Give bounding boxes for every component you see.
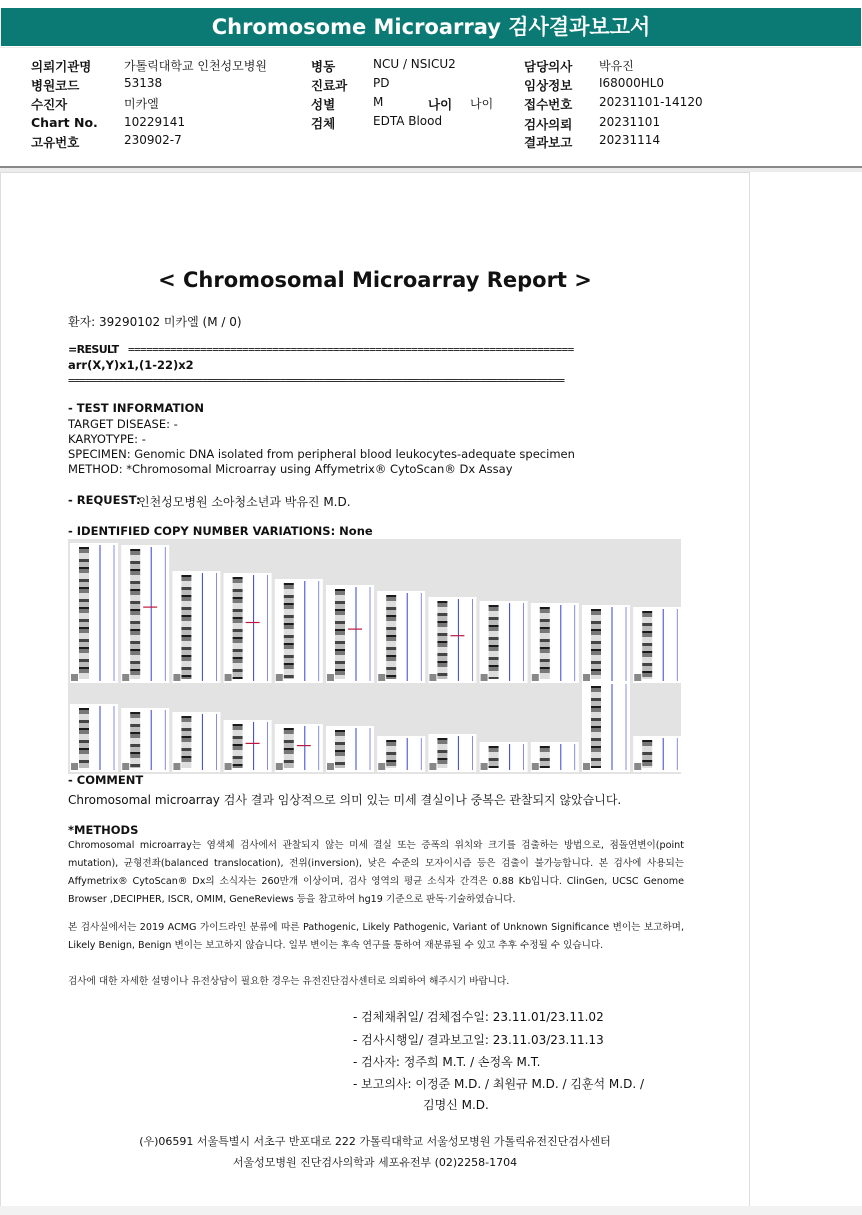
info-value-hospital-code: 53138 [124,76,163,90]
result-rule-top: ========================================================================== [128,343,574,356]
info-value-patient: 미카엘 [124,97,159,111]
request-value: 인천성모병원 소아청소년과 박유진 M.D. [138,495,351,509]
patient-info-panel [0,48,862,168]
report-header-title: Chromosome Microarray 검사결과보고서 [1,8,861,46]
target-disease: TARGET DISEASE: - [68,417,178,431]
top-bar [0,0,862,47]
info-label-ward: 병동 [311,59,336,74]
cnv-heading: - IDENTIFIED COPY NUMBER VARIATIONS: None [68,524,373,538]
result-rule-bottom: ========================================================================================= [68,374,564,387]
info-label-hospital: 의뢰기관명 [31,59,92,74]
info-value-report-date: 20231114 [599,133,661,147]
methods-paragraph-3: 검사에 대한 자세한 설명이나 유전상담이 필요한 경우는 유전진단검사센터로 의뢰하여 해주시기 바랍니다. [68,976,510,987]
info-label-physician: 담당의사 [524,59,573,74]
patient-line: 환자: 39290102 미카엘 (M / 0) [68,315,242,329]
info-value-request-date: 20231101 [599,115,661,129]
test-info-heading: - TEST INFORMATION [68,401,204,415]
info-label-hospital-code: 병원코드 [31,78,80,93]
info-label-report-date: 결과보고 [524,135,573,150]
methods-paragraph-2: 본 검사실에서는 2019 ACMG 가이드라인 분류에 따른 Pathogenic, Likely Pathogenic, Variant of Unknown Significance 변이는 보고하며, Likely Benign, Benign 변이는 보고하지 않습니다. 일부 변이는 후속 연구를 통하여 재분류될 수 있고 추후 수정될 수 있습니다. [68,922,684,951]
reporting-physicians: - 보고의사: 이정준 M.D. / 최원규 M.D. / 김훈석 M.D. / [353,1077,645,1091]
comment-heading: - COMMENT [68,773,144,787]
specimen-line: SPECIMEN: Genomic DNA isolated from peripheral blood leukocytes-adequate specimen [68,447,575,461]
reporting-physician-last: 김명신 M.D. [423,1098,489,1112]
info-label-clinical-info: 임상정보 [524,78,573,93]
request-label: - REQUEST: [68,493,141,507]
info-value-hospital: 가톨릭대학교 인천성모병원 [124,59,267,73]
result-value: arr(X,Y)x1,(1-22)x2 [68,358,194,372]
info-label-age: 나이 [428,97,453,112]
test-dates: - 검사시행일/ 결과보고일: 23.11.03/23.11.13 [353,1033,604,1047]
comment-text: Chromosomal microarray 검사 결과 임상적으로 의미 있는 미세 결실이나 중복은 관찰되지 않았습니다. [68,793,622,807]
info-value-unique-no: 230902-7 [124,133,182,147]
technologists: - 검사자: 정주희 M.T. / 손정옥 M.T. [353,1055,541,1069]
report-page [0,172,750,1208]
info-value-department: PD [373,76,390,90]
karyogram-image [68,539,681,774]
info-label-sex: 성별 [311,97,336,112]
side-panel [750,172,862,1206]
info-label-chart-no: Chart No. [31,115,98,130]
info-value-chart-no: 10229141 [124,115,186,129]
info-label-accession-no: 접수번호 [524,97,573,112]
info-label-unique-no: 고유번호 [31,135,80,150]
info-label-request-date: 검사의뢰 [524,117,573,132]
karyogram-panel [68,539,681,774]
methods-heading: *METHODS [68,823,139,837]
karyotype: KARYOTYPE: - [68,432,146,446]
info-label-department: 진료과 [311,78,348,93]
info-value-sex: M [373,95,384,109]
info-value-physician: 박유진 [599,59,634,73]
info-value-ward: NCU / NSICU2 [373,57,456,71]
result-label: =RESULT [68,343,119,356]
report-title: < Chromosomal Microarray Report > [158,268,592,292]
bottom-strip [0,1206,862,1215]
methods-paragraph-1: Chromosomal microarray는 염색체 검사에서 관찰되지 않는 미세 결실 또는 증폭의 위치와 크기를 검출하는 방법으로, 점돌연변이(point mutation), 균형전좌(balanced translocation), 전위(inversion), 낮은 수준의 모자이시즘 등은 검출이 불가능합니다. 본 검사에 사용되는 Affymetrix® CytoScan® Dx의 소식자는 260만개 이상이며, 검사 영역의 평균 소식자 간격은 0.88 Kb입니다. ClinGen, UCSC Genome Browser ,DECIPHER, ISCR, OMIM, GeneReviews 등을 참고하여 hg19 기준으로 판독·기술하였습니다. [68,840,684,905]
info-label-patient: 수진자 [31,97,68,112]
footer-address: (우)06591 서울특별시 서초구 반포대로 222 가톨릭대학교 서울성모병원 가톨릭유전진단검사센터 [139,1135,611,1148]
method-line: METHOD: *Chromosomal Microarray using Affymetrix® CytoScan® Dx Assay [68,462,513,476]
info-value-clinical-info: I68000HL0 [599,76,665,90]
info-value-age: 나이 [470,97,494,111]
info-value-accession-no: 20231101-14120 [599,95,703,109]
footer-contact: 서울성모병원 진단검사의학과 세포유전부 (02)2258-1704 [232,1156,518,1169]
info-value-specimen: EDTA Blood [373,114,443,128]
info-label-specimen: 검체 [311,116,336,131]
specimen-dates: - 검체채취일/ 검체접수일: 23.11.01/23.11.02 [353,1010,604,1024]
